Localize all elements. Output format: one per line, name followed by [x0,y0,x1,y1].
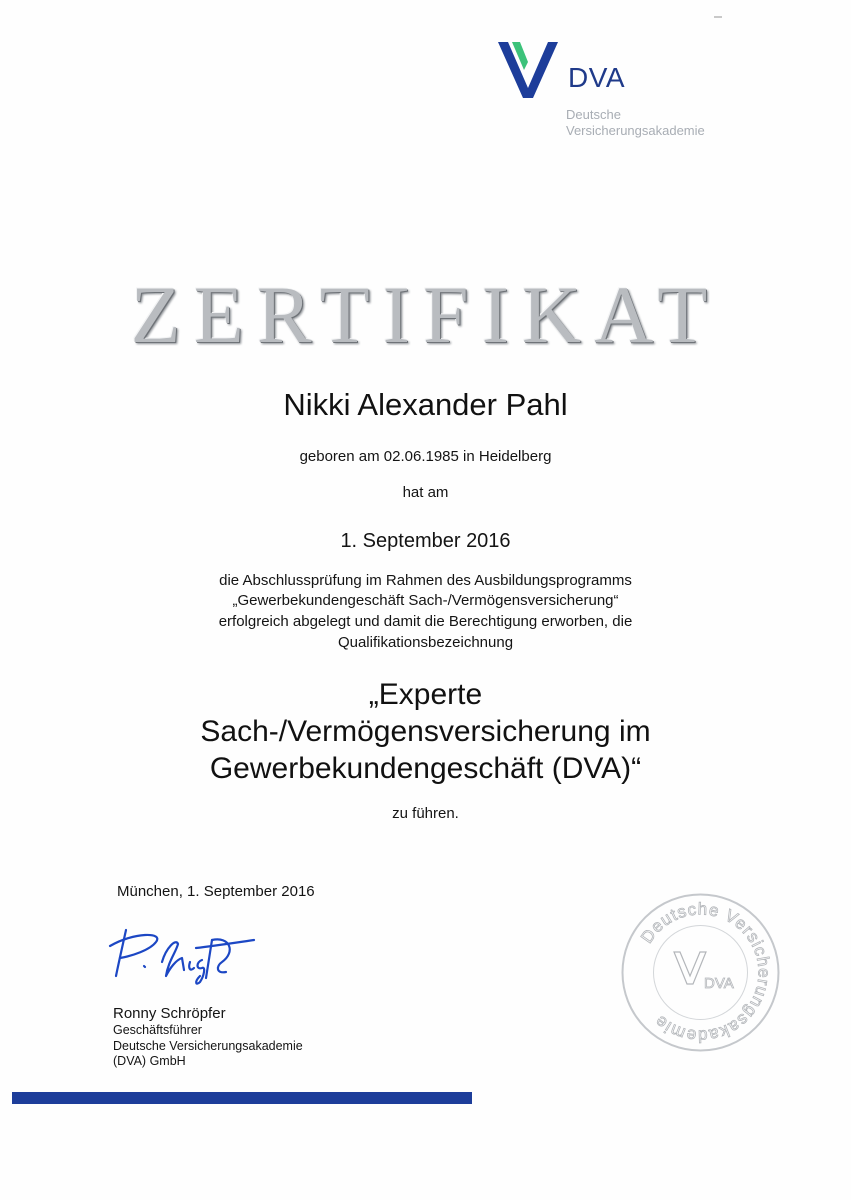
dva-logo-mark-icon [496,40,560,100]
hat-am-text: hat am [402,484,449,501]
certificate-title: ZERTIFIKAT [130,269,721,360]
body-line: die Abschlussprüfung im Rahmen des Ausbildungsprogramms [219,572,632,589]
body-line: Qualifikationsbezeichnung [337,634,514,651]
body-line: erfolgreich abgelegt und damit die Berechtigung erworben, die [218,613,633,630]
birth-line: geboren am 02.06.1985 in Heidelberg [299,448,552,465]
signer-name: Ronny Schröpfer [113,1005,226,1022]
qualification-title-line: Gewerbekundengeschäft (DVA)“ [209,752,642,785]
handwritten-signature-icon [104,918,264,988]
seal-center-text: DVA [704,975,734,992]
signer-role: Geschäftsführer [113,1023,202,1037]
embossed-seal-icon [618,890,783,1055]
recipient-name: Nikki Alexander Pahl [283,387,568,422]
signer-organization-line2: (DVA) GmbH [113,1054,186,1068]
place-date: München, 1. September 2016 [117,883,315,900]
seal-ring-text: Deutsche Versicherungsakademie [637,899,774,1046]
scan-mark [714,16,722,18]
qualification-title-line: „Experte [368,678,483,711]
exam-date: 1. September 2016 [340,530,511,552]
signer-organization-line1: Deutsche Versicherungsakademie [113,1039,303,1053]
program-name-line: „Gewerbekundengeschäft Sach-/Vermögensversicherung“ [232,592,619,609]
footer-bar [12,1092,472,1104]
logo-brand-text: DVA [568,62,625,93]
qualification-title-line: Sach-/Vermögensversicherung im [200,715,651,748]
svg-text:Deutsche Versicherungsakademie [637,899,773,1045]
closing-text: zu führen. [392,805,459,822]
logo-subtitle-line2: Versicherungsakademie [566,123,705,138]
logo-subtitle-line1: Deutsche [566,107,621,122]
